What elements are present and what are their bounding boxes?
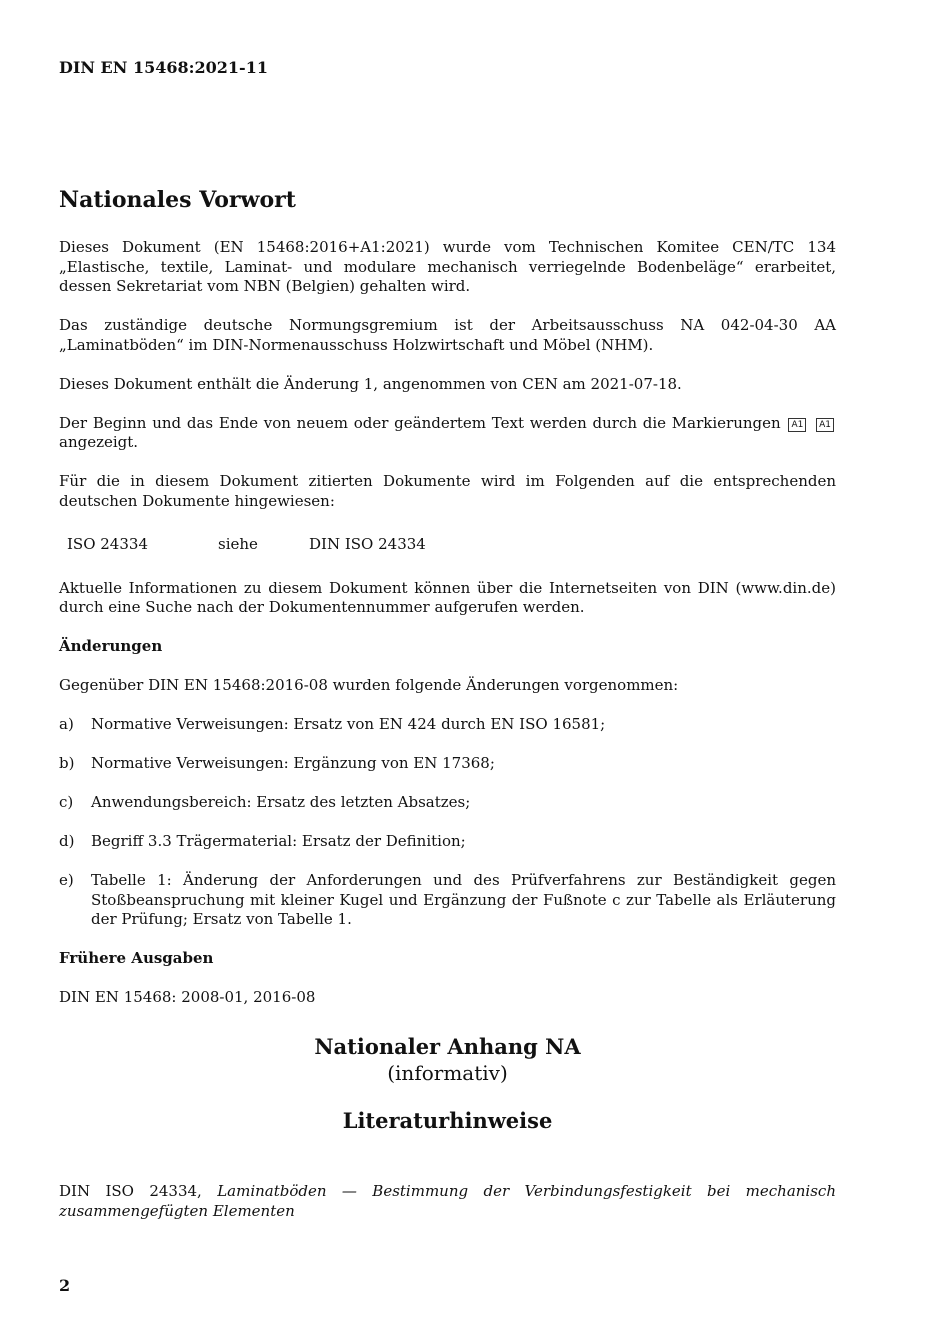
- list-item-text: Normative Verweisungen: Ersatz von EN 424 durch EN ISO 16581;: [91, 715, 606, 733]
- list-item: [59, 832, 836, 852]
- ref-see: siehe: [218, 535, 258, 553]
- list-item-label: c): [59, 793, 74, 811]
- amendment-start-marker-icon: A1: [788, 418, 806, 432]
- changes-intro: Gegenüber DIN EN 15468:2016-08 wurden folgende Änderungen vorgenommen:: [59, 676, 679, 694]
- foreword-body: [59, 238, 836, 1027]
- changes-heading: Änderungen: [59, 637, 163, 655]
- list-item-text: Normative Verweisungen: Ergänzung von EN 17368;: [91, 754, 495, 772]
- annex-title: Nationaler Anhang NA: [314, 1034, 581, 1059]
- list-item: [59, 754, 836, 774]
- bibliography-ref-id: DIN ISO 24334,: [59, 1182, 202, 1200]
- page-number: 2: [59, 1276, 71, 1295]
- list-item: [59, 715, 836, 735]
- foreword-paragraph-5: Für die in diesem Dokument zitierten Dokumente wird im Folgenden auf die entsprechenden deutschen Dokumente hingewiesen:: [59, 472, 836, 510]
- reference-mapping-row: [67, 535, 836, 555]
- list-item-label: b): [59, 754, 75, 772]
- document-id-header: DIN EN 15468:2021-11: [59, 58, 268, 77]
- ref-iso: ISO 24334: [67, 535, 148, 553]
- amendment-end-marker-icon: A1: [816, 418, 834, 432]
- bibliography-title: Literaturhinweise: [342, 1108, 553, 1133]
- list-item-text: Tabelle 1: Änderung der Anforderungen und des Prüfverfahrens zur Beständigkeit gegen Stoßbeanspruchung mit kleiner Kugel und Ergänzung der Fußnote c zur Tabelle als Erläuterung der Prüfung; Ersatz von Tabelle 1.: [91, 871, 836, 928]
- previous-editions-heading: Frühere Ausgaben: [59, 949, 214, 967]
- list-item-text: Begriff 3.3 Trägermaterial: Ersatz der Definition;: [91, 832, 466, 850]
- list-item-text: Anwendungsbereich: Ersatz des letzten Absatzes;: [91, 793, 471, 811]
- foreword-paragraph-6: Aktuelle Informationen zu diesem Dokument können über die Internetseiten von DIN (www.din.de) durch eine Suche nach der Dokumentennummer aufgerufen werden.: [59, 578, 836, 616]
- markers-text-prefix: Der Beginn und das Ende von neuem oder geändertem Text werden durch die Markierungen: [59, 413, 781, 432]
- previous-editions-text: DIN EN 15468: 2008-01, 2016-08: [59, 988, 316, 1006]
- foreword-paragraph-1: Dieses Dokument (EN 15468:2016+A1:2021) wurde vom Technischen Komitee CEN/TC 134 „Elastische, textile, Laminat- und modulare mechanisch verriegelnde Bodenbeläge“ erarbeitet, dessen Sekretariat vom NBN (Belgien) gehalten wird.: [59, 238, 836, 295]
- foreword-title: Nationales Vorwort: [59, 187, 296, 213]
- ref-din: DIN ISO 24334: [309, 535, 426, 553]
- foreword-paragraph-4: [59, 414, 836, 453]
- list-item: [59, 793, 836, 813]
- annex-subtitle: (informativ): [387, 1061, 508, 1085]
- markers-text-suffix: angezeigt.: [59, 433, 139, 451]
- national-annex: [59, 1034, 836, 1133]
- list-item-label: e): [59, 871, 74, 889]
- list-item-label: d): [59, 832, 75, 850]
- document-page: [59, 0, 836, 1343]
- foreword-paragraph-2: Das zuständige deutsche Normungsgremium ist der Arbeitsausschuss NA 042-04-30 AA „Laminatböden“ im DIN-Normenausschuss Holzwirtschaft und Möbel (NHM).: [59, 316, 836, 354]
- foreword-paragraph-3: Dieses Dokument enthält die Änderung 1, angenommen von CEN am 2021-07-18.: [59, 374, 682, 393]
- bibliography-entry: [59, 1182, 836, 1221]
- bibliography-ref-title: Laminatböden — Bestimmung der Verbindungsfestigkeit bei mechanisch zusammengefügten Elementen: [59, 1182, 836, 1220]
- list-item-label: a): [59, 715, 74, 733]
- list-item: [59, 871, 836, 930]
